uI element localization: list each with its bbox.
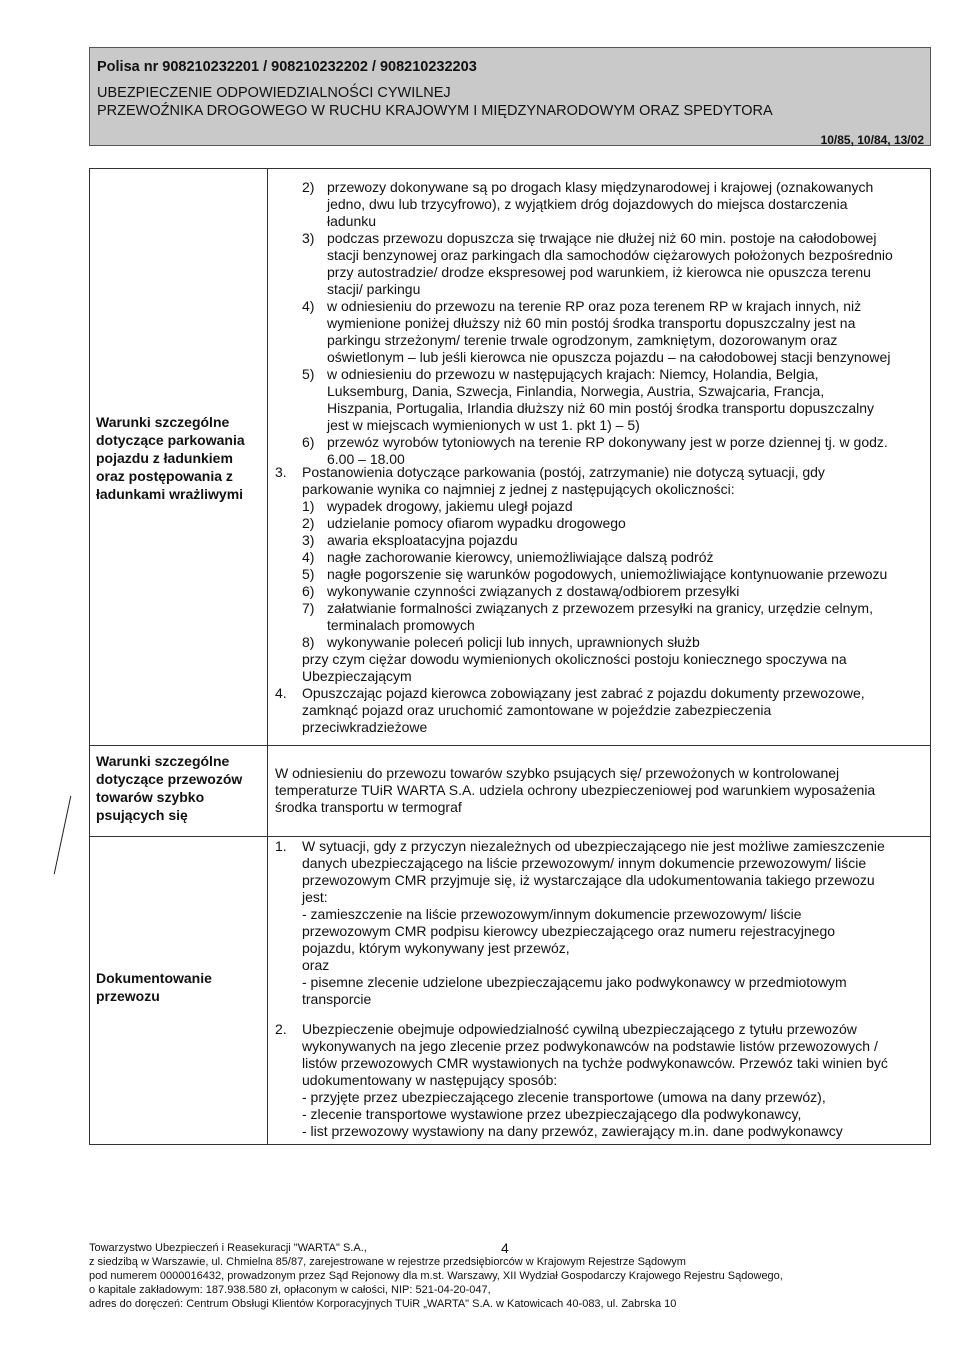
document-header xyxy=(89,47,931,146)
paragraph-text: pojazdu, którym wykonywany jest przewóz, xyxy=(302,940,570,956)
section-label-line: psujących się xyxy=(96,807,188,823)
section-label-line: pojazdu z ładunkiem xyxy=(96,450,233,466)
column-divider xyxy=(267,169,268,1144)
paragraph-text: danych ubezpieczającego na liście przewozowym/ innym dokumencie przewozowym/ liście xyxy=(302,855,867,871)
paragraph-text: Opuszczając pojazd kierowca zobowiązany jest zabrać z pojazdu dokumenty przewozowe, xyxy=(302,685,865,701)
paragraph-text: oraz xyxy=(302,957,330,973)
paragraph-text: - przyjęte przez ubezpieczającego zlecenie transportowe (umowa na dany przewóz), xyxy=(302,1089,826,1105)
paragraph-text: parkowanie wynika co najmniej z jednej z następujących okoliczności: xyxy=(302,481,735,497)
list-item-text: oświetlonym – lub jeśli kierowca nie opuszcza pojazdu – na całodobowej stacji benzynowej xyxy=(327,349,891,365)
list-item-text: ładunku xyxy=(327,213,377,229)
list-item-text: w odniesieniu do przewozu w następujących krajach: Niemcy, Holandia, Belgia, xyxy=(327,366,819,382)
list-item-number: 2) xyxy=(302,179,315,195)
footer-line: Towarzystwo Ubezpieczeń i Reasekuracji "WARTA" S.A., xyxy=(89,1242,367,1254)
section-label-line: ładunkami wrażliwymi xyxy=(96,486,244,502)
paragraph-text: transporcie xyxy=(302,991,372,1007)
list-item-number: 5) xyxy=(302,566,315,582)
paragraph-text: przeciwkradzieżowe xyxy=(302,719,428,735)
paragraph-text: Ubezpieczającym xyxy=(302,668,412,684)
list-item-text: awaria eksploatacyjna pojazdu xyxy=(327,532,518,548)
footer-line: pod numerem 0000016432, prowadzonym przez Sąd Rejonowy dla m.st. Warszawy, XII Wydział Gospodarczy Krajowego Rejestru Sądowego, xyxy=(89,1270,783,1282)
paragraph-text: W sytuacji, gdy z przyczyn niezależnych od ubezpieczającego nie jest możliwe zamieszczenie xyxy=(302,838,885,854)
paragraph-text: W odniesieniu do przewozu towarów szybko psujących się/ przewożonych w kontrolowanej xyxy=(275,765,840,781)
list-item-text: Luksemburg, Dania, Szwecja, Finlandia, Norwegia, Austria, Szwajcaria, Francja, xyxy=(327,383,825,399)
list-item-text: wymienione poniżej dłuższy niż 60 min postój środka transportu dopuszczalny jest na xyxy=(327,315,856,331)
list-item-text: przy autostradzie/ drodze ekspresowej pod warunkiem, iż kierowca nie opuszcza terenu xyxy=(327,264,871,280)
paragraph-number: 1. xyxy=(275,838,287,854)
paragraph-text: listów przewozowych CMR wystawionych na tychże podwykonawców. Przewóz taki winien być xyxy=(302,1055,888,1071)
list-item-text: nagłe zachorowanie kierowcy, uniemożliwiające dalszą podróż xyxy=(327,549,714,565)
list-item-number: 3) xyxy=(302,230,315,246)
paragraph-text: wykonywanych na jego zlecenie przez podwykonawców na podstawie listów przewozowych / xyxy=(302,1038,878,1054)
paragraph-text: Ubezpieczenie obejmuje odpowiedzialność cywilną ubezpieczającego z tytułu przewozów xyxy=(302,1021,857,1037)
footer-text xyxy=(89,1241,849,1311)
paragraph-text: udokumentowany w następujący sposób: xyxy=(302,1072,558,1088)
list-item-text: wypadek drogowy, jakiemu uległ pojazd xyxy=(327,498,573,514)
page-number: 4 xyxy=(501,1240,509,1256)
header-title-line-1: UBEZPIECZENIE ODPOWIEDZIALNOŚCI CYWILNEJ xyxy=(97,85,451,101)
list-item-number: 1) xyxy=(302,498,315,514)
list-item-number: 4) xyxy=(302,298,315,314)
section-label-line: przewozu xyxy=(96,988,160,1004)
section-label-line: dotyczące przewozów xyxy=(96,771,243,787)
list-item-text: stacji benzynowej oraz parkingach dla samochodów ciężarowych położonych bezpośrednio xyxy=(327,247,893,263)
list-item-number: 6) xyxy=(302,434,315,450)
section-label-line: Dokumentowanie xyxy=(96,970,212,986)
footer xyxy=(89,1241,849,1311)
section-label-line: towarów szybko xyxy=(96,789,205,805)
list-item-number: 6) xyxy=(302,583,315,599)
paragraph-text: - list przewozowy wystawiony na dany przewóz, zawierający m.in. dane podwykonawcy xyxy=(302,1123,843,1139)
paragraph-text: przy czym ciężar dowodu wymienionych okoliczności postoju koniecznego spoczywa na xyxy=(302,651,847,667)
section-label-line: oraz postępowania z xyxy=(96,468,233,484)
footer-line: adres do doręczeń: Centrum Obsługi Klientów Korporacyjnych TUiR „WARTA" S.A. w Katowicach 40-083, ul. Zabrska 10 xyxy=(89,1298,677,1310)
list-item-text: nagłe pogorszenie się warunków pogodowych, uniemożliwiające kontynuowanie przewozu xyxy=(327,566,888,582)
paragraph-text: - zlecenie transportowe wystawione przez ubezpieczającego dla podwykonawcy, xyxy=(302,1106,802,1122)
list-item-text: terminalach promowych xyxy=(327,617,475,633)
row-divider xyxy=(90,836,930,837)
list-item-text: udzielanie pomocy ofiarom wypadku drogowego xyxy=(327,515,626,531)
list-item-number: 2) xyxy=(302,515,315,531)
row-divider xyxy=(90,745,930,746)
list-item-number: 5) xyxy=(302,366,315,382)
paragraph-text: - zamieszczenie na liście przewozowym/innym dokumencie przewozowym/ liście xyxy=(302,906,802,922)
list-item-text: 6.00 – 18.00 xyxy=(327,451,405,467)
list-item-number: 8) xyxy=(302,634,315,650)
list-item-text: podczas przewozu dopuszcza się trwające nie dłużej niż 60 min. postoje na całodobowej xyxy=(327,230,877,246)
list-item-text: stacji/ parkingu xyxy=(327,281,421,297)
paragraph-number: 4. xyxy=(275,685,287,701)
section-label-line: Warunki szczególne xyxy=(96,414,230,430)
list-item-number: 4) xyxy=(302,549,315,565)
list-item-text: Hiszpania, Portugalia, Irlandia dłuższy niż 60 min postój środka transportu dopuszczalny xyxy=(327,400,875,416)
header-code: 10/85, 10/84, 13/02 xyxy=(820,133,924,147)
list-item-text: jedno, dwu lub trzycyfrowo), z wyjątkiem dróg dojazdowych do miejsca dostarczenia xyxy=(327,196,848,212)
section-label-line: dotyczące parkowania xyxy=(96,432,245,448)
paragraph-text: przewozowym CMR podpisu kierowcy ubezpieczającego oraz numeru rejestracyjnego xyxy=(302,923,836,939)
paragraph-text: Postanowienia dotyczące parkowania (postój, zatrzymanie) nie dotyczą sytuacji, gdy xyxy=(302,464,825,480)
paragraph-text: jest: xyxy=(302,889,328,905)
list-item-number: 7) xyxy=(302,600,315,616)
policy-number: Polisa nr 908210232201 / 908210232202 / 908210232203 xyxy=(97,59,477,75)
list-item-text: wykonywanie poleceń policji lub innych, uprawnionych służb xyxy=(327,634,700,650)
list-item-text: jest w miejscach wymienionych w ust 1. pkt 1) – 5) xyxy=(327,417,640,433)
list-item-text: parkingu strzeżonym/ terenie trwale ogrodzonym, zamkniętym, dozorowanym oraz xyxy=(327,332,838,348)
list-item-text: w odniesieniu do przewozu na terenie RP oraz poza terenem RP w krajach innych, niż xyxy=(327,298,862,314)
paragraph-text: - pisemne zlecenie udzielone ubezpieczającemu jako podwykonawcy w przedmiotowym xyxy=(302,974,847,990)
paragraph-text: środka transportu w termograf xyxy=(275,799,462,815)
list-item-text: wykonywanie czynności związanych z dostawą/odbiorem przesyłki xyxy=(327,583,740,599)
list-item-text: przewóz wyrobów tytoniowych na terenie RP dokonywany jest w porze dziennej tj. w godz. xyxy=(327,434,888,450)
paragraph-number: 3. xyxy=(275,464,287,480)
paragraph-text: zamknąć pojazd oraz uruchomić zamontowane w pojeździe zabezpieczenia xyxy=(302,702,772,718)
footer-line: z siedzibą w Warszawie, ul. Chmielna 85/87, zarejestrowane w rejestrze przedsiębiorców w Krajowym Rejestrze Sądowym xyxy=(89,1256,686,1268)
list-item-number: 3) xyxy=(302,532,315,548)
list-item-text: załatwianie formalności związanych z przewozem przesyłki na granicy, urzędzie celnym, xyxy=(327,600,873,616)
footer-line: o kapitale zakładowym: 187.938.580 zł, opłaconym w całości, NIP: 521-04-20-047, xyxy=(89,1284,491,1296)
header-title-line-2: PRZEWOŹNIKA DROGOWEGO W RUCHU KRAJOWYM I MIĘDZYNARODOWYM ORAZ SPEDYTORA xyxy=(97,103,773,119)
list-item-text: przewozy dokonywane są po drogach klasy międzynarodowej i krajowej (oznakowanych xyxy=(327,179,874,195)
paragraph-text: temperaturze TUiR WARTA S.A. udziela ochrony ubezpieczeniowej pod warunkiem wyposażenia xyxy=(275,782,876,798)
paragraph-number: 2. xyxy=(275,1021,287,1037)
section-label-line: Warunki szczególne xyxy=(96,753,230,769)
paragraph-text: przewozowym CMR przyjmuje się, iż wystarczające dla udokumentowania takiego przewozu xyxy=(302,872,875,888)
margin-pen-mark xyxy=(54,796,72,874)
